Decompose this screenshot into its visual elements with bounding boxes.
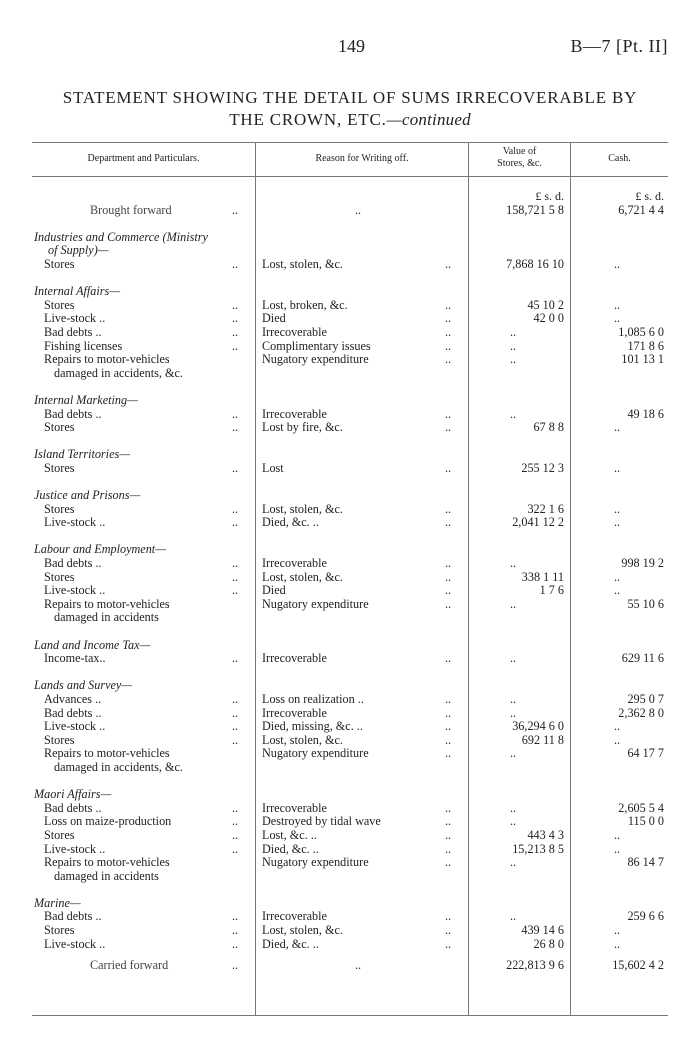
leader-dots: .. [232, 936, 239, 951]
table-row [0, 557, 700, 571]
reason: Nugatory expenditure [262, 746, 369, 761]
section-gap [0, 272, 700, 286]
section-gap [0, 435, 700, 449]
value-stores: 443 4 3 [527, 827, 564, 842]
cash-value: 2,362 8 0 [618, 705, 664, 720]
reason: Nugatory expenditure [262, 596, 369, 611]
cash-empty: .. [614, 460, 621, 475]
particulars: Stores [44, 420, 75, 435]
carried-forward-cash: 15,602 4 2 [612, 958, 664, 973]
title-line-1: STATEMENT SHOWING THE DETAIL OF SUMS IRRECOVERABLE BY [62, 88, 638, 107]
leader-dots: .. [445, 420, 452, 435]
particulars: Bad debts .. [44, 324, 102, 339]
value-stores: 45 10 2 [527, 297, 564, 312]
value-stores: 255 12 3 [521, 460, 564, 475]
leader-dots: .. [232, 569, 239, 584]
section-gap [0, 666, 700, 680]
reason: Irrecoverable [262, 406, 327, 421]
leader-dots: .. [445, 909, 452, 924]
reason: Irrecoverable [262, 556, 327, 571]
section-gap [0, 380, 700, 394]
value-stores: 36,294 6 0 [512, 719, 564, 734]
value-stores: 15,213 8 5 [512, 841, 564, 856]
particulars: Advances .. [44, 691, 102, 706]
leader-dots: .. [232, 827, 239, 842]
reason: Lost by fire, &c. [262, 420, 343, 435]
leader-dots: .. [445, 719, 452, 734]
leader-dots: .. [445, 460, 452, 475]
cash-empty: .. [614, 841, 621, 856]
value-stores: 439 14 6 [521, 923, 564, 938]
cash-empty: .. [614, 515, 621, 530]
particulars: Repairs to motor-vehicles [44, 746, 170, 761]
column-header-reason: Reason for Writing off. [315, 153, 409, 164]
page-title [20, 87, 680, 131]
leader-dots: .. [445, 827, 452, 842]
particulars: Stores [44, 923, 75, 938]
table-row [0, 734, 700, 748]
table-row-continuation [0, 761, 700, 775]
section-title [0, 231, 700, 245]
particulars: Income-tax.. [44, 651, 106, 666]
table-row [0, 353, 700, 367]
section-title-text: Labour and Employment— [34, 542, 167, 557]
section-gap [0, 775, 700, 789]
table-row-continuation [0, 367, 700, 381]
leader-dots: .. [232, 501, 239, 516]
cash-value: 171 8 6 [627, 338, 664, 353]
table-row [0, 815, 700, 829]
reason: Died, &c. .. [262, 515, 319, 530]
section-title [0, 679, 700, 693]
units-row [0, 190, 700, 204]
cash-empty: .. [614, 501, 621, 516]
value-empty: .. [510, 746, 517, 761]
value-stores: 692 11 8 [521, 732, 564, 747]
particulars: Live-stock .. [44, 515, 106, 530]
leader-dots: .. [445, 651, 452, 666]
table-row [0, 584, 700, 598]
reason: Lost, stolen, &c. [262, 732, 343, 747]
particulars-continued: damaged in accidents, &c. [54, 759, 183, 774]
header-bottom-rule [32, 176, 668, 177]
table-row [0, 856, 700, 870]
table-row [0, 299, 700, 313]
section-title [0, 788, 700, 802]
reason: Lost [262, 460, 284, 475]
particulars: Fishing licenses [44, 338, 123, 353]
section-gap [0, 475, 700, 489]
value-stores: 67 8 8 [533, 420, 564, 435]
leader-dots: .. [445, 556, 452, 571]
reason: Nugatory expenditure [262, 352, 369, 367]
leader-dots: .. [232, 256, 239, 271]
particulars: Stores [44, 297, 75, 312]
table-row [0, 652, 700, 666]
leader-dots: .. [232, 515, 239, 530]
leader-dots: .. [445, 814, 452, 829]
particulars: Bad debts .. [44, 909, 102, 924]
particulars-continued: damaged in accidents [54, 610, 159, 625]
particulars: Bad debts .. [44, 800, 102, 815]
particulars: Bad debts .. [44, 406, 102, 421]
table-row [0, 843, 700, 857]
particulars: Repairs to motor-vehicles [44, 855, 170, 870]
table-row [0, 462, 700, 476]
leader-dots: .. [445, 352, 452, 367]
table-row [0, 829, 700, 843]
reason: Irrecoverable [262, 705, 327, 720]
table-row [0, 571, 700, 585]
particulars: Stores [44, 827, 75, 842]
leader-dots: .. [232, 297, 239, 312]
cash-value: 101 13 1 [621, 352, 664, 367]
reason: Nugatory expenditure [262, 855, 369, 870]
leader-dots: .. [445, 501, 452, 516]
cash-value: 629 11 6 [621, 651, 664, 666]
cash-empty: .. [614, 827, 621, 842]
cash-value: 86 14 7 [627, 855, 664, 870]
section-title-text: Lands and Survey— [34, 678, 133, 693]
value-stores: 322 1 6 [527, 501, 564, 516]
title-line-2: THE CROWN, ETC.—continued [229, 110, 471, 129]
section-title-text: Land and Income Tax— [34, 637, 151, 652]
section-title [0, 543, 700, 557]
cash-empty: .. [614, 583, 621, 598]
section-title-text: Industries and Commerce (Ministry [34, 229, 208, 244]
value-stores: 42 0 0 [533, 311, 564, 326]
leader-dots: .. [232, 814, 239, 829]
leader-dots: .. [445, 705, 452, 720]
value-empty: .. [510, 855, 517, 870]
particulars: Repairs to motor-vehicles [44, 352, 170, 367]
cash-value: 1,085 6 0 [618, 324, 664, 339]
leader-dots: .. [232, 583, 239, 598]
reason: Lost, stolen, &c. [262, 501, 343, 516]
particulars: Bad debts .. [44, 556, 102, 571]
leader-dots: .. [445, 406, 452, 421]
section-title-text: Island Territories— [34, 447, 131, 462]
value-empty: .. [510, 909, 517, 924]
leader-dots: .. [445, 311, 452, 326]
table-row [0, 598, 700, 612]
column-header-cash: Cash. [608, 153, 631, 164]
section-title-text: Maori Affairs— [34, 787, 112, 802]
cash-empty: .. [614, 923, 621, 938]
leader-dots: .. [232, 732, 239, 747]
document-reference: B—7 [Pt. II] [570, 36, 668, 56]
leader-dots: .. [445, 324, 452, 339]
particulars: Live-stock .. [44, 841, 106, 856]
table-row [0, 516, 700, 530]
value-empty: .. [510, 651, 517, 666]
cash-empty: .. [614, 936, 621, 951]
particulars: Bad debts .. [44, 705, 102, 720]
leader-dots: .. [445, 855, 452, 870]
particulars: Live-stock .. [44, 719, 106, 734]
section-gap [0, 883, 700, 897]
reason: Lost, stolen, &c. [262, 923, 343, 938]
cash-value: 2,605 5 4 [618, 800, 664, 815]
section-title [0, 244, 700, 258]
leader-dots: .. [232, 923, 239, 938]
value-stores: 7,868 16 10 [506, 256, 564, 271]
reason: Destroyed by tidal wave [262, 814, 381, 829]
value-empty: .. [510, 324, 517, 339]
particulars: Repairs to motor-vehicles [44, 596, 170, 611]
brought-forward-cash: 6,721 4 4 [618, 202, 664, 217]
leader-dots: .. [445, 297, 452, 312]
carried-forward-label: Carried forward [90, 958, 169, 973]
value-empty: .. [510, 338, 517, 353]
cash-value: 55 10 6 [627, 596, 664, 611]
leader-dots: .. [232, 556, 239, 571]
value-stores: 338 1 11 [521, 569, 564, 584]
cash-value: 49 18 6 [627, 406, 664, 421]
table-row [0, 707, 700, 721]
table-row [0, 910, 700, 924]
table-row [0, 340, 700, 354]
value-empty: .. [510, 556, 517, 571]
leader-dots: .. [445, 923, 452, 938]
section-title-text: of Supply)— [48, 243, 109, 258]
section-title [0, 394, 700, 408]
reason: Irrecoverable [262, 651, 327, 666]
particulars: Loss on maize-production [44, 814, 172, 829]
reason: Died [262, 311, 286, 326]
leader-dots: .. [232, 406, 239, 421]
reason: Irrecoverable [262, 800, 327, 815]
value-empty: .. [510, 352, 517, 367]
cash-empty: .. [614, 420, 621, 435]
page-header [0, 36, 700, 60]
section-title [0, 897, 700, 911]
leader-dots: .. [445, 583, 452, 598]
section-title [0, 489, 700, 503]
section-title-text: Internal Affairs— [34, 284, 121, 299]
leader-dots: .. [232, 338, 239, 353]
value-empty: .. [510, 596, 517, 611]
value-stores: 1 7 6 [539, 583, 564, 598]
reason: Died, missing, &c. .. [262, 719, 363, 734]
table-row [0, 720, 700, 734]
table-row [0, 924, 700, 938]
leader-dots: .. [445, 732, 452, 747]
reason: Lost, broken, &c. [262, 297, 348, 312]
section-title [0, 448, 700, 462]
cash-empty: .. [614, 311, 621, 326]
reason: Lost, &c. .. [262, 827, 317, 842]
reason: Irrecoverable [262, 324, 327, 339]
page-number: 149 [338, 36, 365, 56]
particulars: Live-stock .. [44, 583, 106, 598]
value-empty: .. [510, 800, 517, 815]
table-top-rule [32, 142, 668, 143]
reason: Died, &c. .. [262, 936, 319, 951]
particulars-continued: damaged in accidents [54, 868, 159, 883]
leader-dots: .. [445, 746, 452, 761]
cash-empty: .. [614, 569, 621, 584]
leader-dots: .. [445, 515, 452, 530]
reason: Irrecoverable [262, 909, 327, 924]
leader-dots: .. [232, 909, 239, 924]
leader-dots: .. [232, 691, 239, 706]
leader-dots: .. [232, 651, 239, 666]
table-row [0, 802, 700, 816]
leader-dots: .. [445, 256, 452, 271]
leader-dots: .. [445, 569, 452, 584]
table-row [0, 503, 700, 517]
section-gap [0, 530, 700, 544]
table-row [0, 421, 700, 435]
cash-value: 998 19 2 [621, 556, 664, 571]
value-stores: 26 8 0 [533, 936, 564, 951]
reason: Died, &c. .. [262, 841, 319, 856]
reason: Complimentary issues [262, 338, 371, 353]
table-row-continuation [0, 870, 700, 884]
table-row [0, 326, 700, 340]
particulars: Stores [44, 256, 75, 271]
particulars: Live-stock .. [44, 311, 106, 326]
leader-dots: .. [445, 596, 452, 611]
reason: Lost, stolen, &c. [262, 569, 343, 584]
leader-dots: .. [232, 311, 239, 326]
leader-dots: .. [445, 338, 452, 353]
reason: Died [262, 583, 286, 598]
value-stores: 2,041 12 2 [512, 515, 564, 530]
cash-units: £ s. d. [635, 189, 664, 203]
section-title-text: Justice and Prisons— [34, 488, 141, 503]
cash-value: 295 0 7 [627, 691, 664, 706]
table-row [0, 693, 700, 707]
section-gap [0, 217, 700, 231]
section-title-text: Marine— [34, 895, 81, 910]
leader-dots: .. [232, 719, 239, 734]
leader-dots: .. [445, 691, 452, 706]
leader-dots: .. [232, 841, 239, 856]
value-empty: .. [510, 406, 517, 421]
particulars: Stores [44, 501, 75, 516]
reason: Loss on realization .. [262, 691, 364, 706]
section-gap [0, 625, 700, 639]
brought-forward-label: Brought forward [90, 202, 172, 217]
leader-dots: .. [445, 936, 452, 951]
cash-value: 259 6 6 [627, 909, 664, 924]
particulars-continued: damaged in accidents, &c. [54, 365, 183, 380]
reason: Lost, stolen, &c. [262, 256, 343, 271]
value-empty: .. [510, 814, 517, 829]
column-header-dept: Department and Particulars. [87, 153, 200, 164]
statement-table [0, 190, 700, 973]
table-bottom-rule [32, 1015, 668, 1016]
table-row [0, 408, 700, 422]
leader-dots: .. [232, 324, 239, 339]
table-row-continuation [0, 611, 700, 625]
carried-forward-value: 222,813 9 6 [506, 958, 564, 973]
particulars: Stores [44, 460, 75, 475]
particulars: Stores [44, 732, 75, 747]
brought-forward-row: Brought forward .. .. 158,721 5 8 6,721 4 4 [90, 202, 664, 217]
particulars: Live-stock .. [44, 936, 106, 951]
cash-value: 115 0 0 [627, 814, 664, 829]
leader-dots: .. [232, 420, 239, 435]
value-units: £ s. d. [535, 189, 564, 203]
column-header-value: Value of Stores, &c. [497, 146, 542, 169]
section-title-text: Internal Marketing— [34, 392, 138, 407]
carried-forward-row: Carried forward .. .. 222,813 9 6 15,602 4 2 [90, 958, 664, 973]
table-row [0, 938, 700, 952]
value-empty: .. [510, 705, 517, 720]
leader-dots: .. [232, 800, 239, 815]
brought-forward-value: 158,721 5 8 [506, 202, 564, 217]
cash-empty: .. [614, 732, 621, 747]
table-row [0, 747, 700, 761]
leader-dots: .. [232, 460, 239, 475]
sections [0, 217, 700, 951]
cash-empty: .. [614, 256, 621, 271]
cash-value: 64 17 7 [627, 746, 664, 761]
particulars: Stores [44, 569, 75, 584]
table-row [0, 258, 700, 272]
leader-dots: .. [445, 841, 452, 856]
value-empty: .. [510, 691, 517, 706]
table-row [0, 312, 700, 326]
section-title [0, 285, 700, 299]
section-title [0, 639, 700, 653]
cash-empty: .. [614, 297, 621, 312]
leader-dots: .. [232, 705, 239, 720]
cash-empty: .. [614, 719, 621, 734]
leader-dots: .. [445, 800, 452, 815]
